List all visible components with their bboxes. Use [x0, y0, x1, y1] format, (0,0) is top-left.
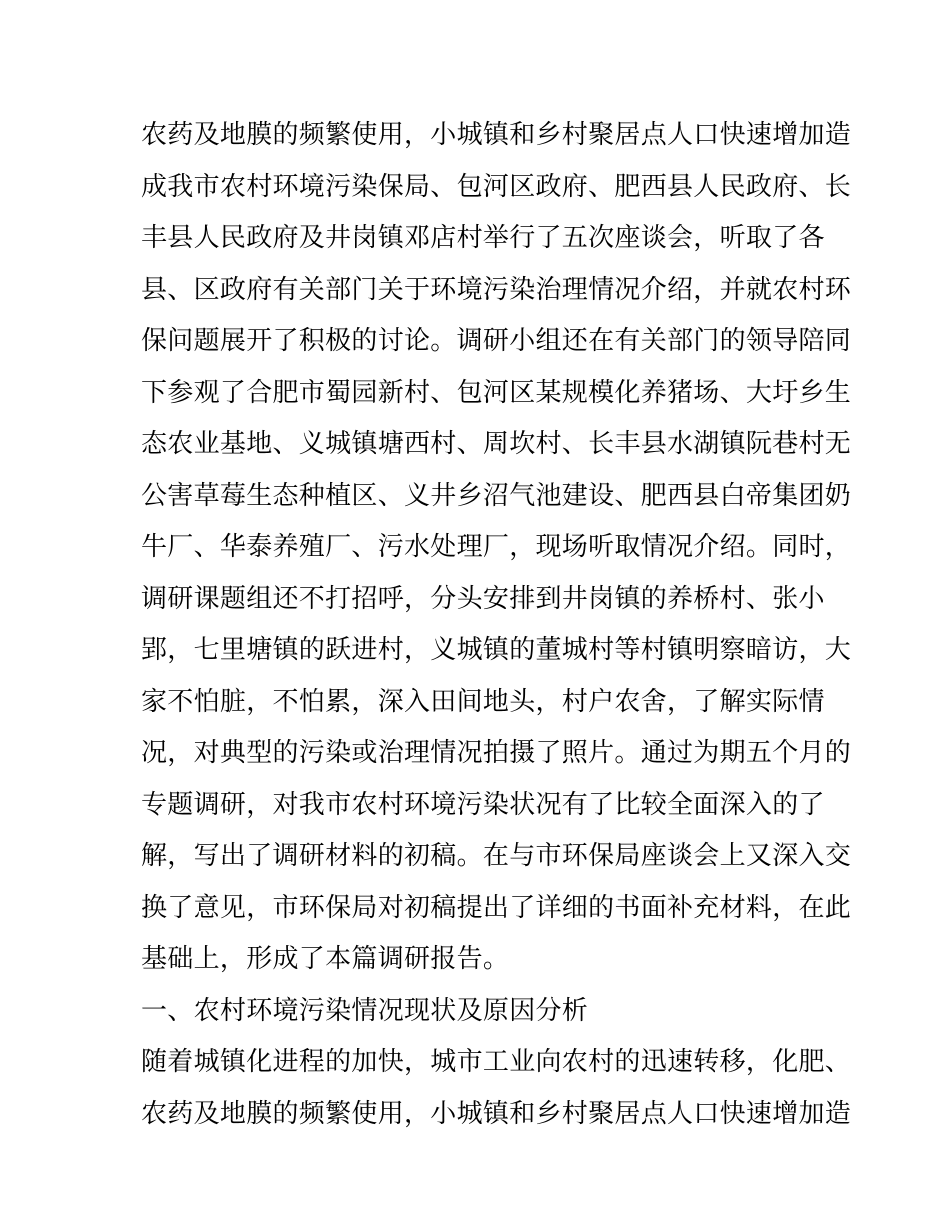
- text-line-10: 调研课题组还不打招呼，分头安排到井岗镇的养桥村、张小: [141, 583, 825, 614]
- text-line-19: 随着城镇化进程的加快，城市工业向农村的迅速转移，化肥、: [141, 1047, 852, 1077]
- text-line-11: 郢，七里塘镇的跃进村，义城镇的董城村等村镇明察暗访，大: [141, 635, 852, 665]
- text-line-17: 基础上，形成了本篇调研报告。: [141, 944, 510, 974]
- text-line-6: 下参观了合肥市蜀园新村、包河区某规模化养猪场、大圩乡生: [141, 377, 852, 408]
- text-line-7: 态农业基地、义城镇塘西村、周坎村、长丰县水湖镇阮巷村无: [141, 429, 852, 459]
- text-line-2: 成我市农村环境污染保局、包河区政府、肥西县人民政府、长: [141, 171, 852, 202]
- text-line-16: 换了意见，市环保局对初稿提出了详细的书面补充材料，在此: [141, 892, 852, 923]
- text-line-4: 县、区政府有关部门关于环境污染治理情况介绍，并就农村环: [141, 274, 852, 305]
- body-text: [141, 110, 852, 1140]
- section-heading: 一、农村环境污染情况现状及原因分析: [141, 995, 589, 1026]
- text-line-1: 农药及地膜的频繁使用，小城镇和乡村聚居点人口快速增加造: [141, 120, 852, 150]
- text-line-13: 况，对典型的污染或治理情况拍摄了照片。通过为期五个月的: [141, 738, 852, 768]
- text-line-3: 丰县人民政府及井岗镇邓店村举行了五次座谈会，听取了各: [141, 223, 825, 253]
- text-line-14: 专题调研，对我市农村环境污染状况有了比较全面深入的了: [141, 789, 825, 820]
- text-line-5: 保问题展开了积极的讨论。调研小组还在有关部门的领导陪同: [141, 326, 852, 356]
- text-line-12: 家不怕脏，不怕累，深入田间地头，村户农舍，了解实际情: [141, 686, 825, 717]
- text-line-15: 解，写出了调研材料的初稿。在与市环保局座谈会上又深入交: [141, 841, 852, 871]
- text-line-8: 公害草莓生态种植区、义井乡沼气池建设、肥西县白帝集团奶: [141, 480, 852, 511]
- text-line-9: 牛厂、华泰养殖厂、污水处理厂，现场听取情况介绍。同时，: [141, 532, 852, 562]
- text-line-20: 农药及地膜的频繁使用，小城镇和乡村聚居点人口快速增加造: [141, 1098, 852, 1129]
